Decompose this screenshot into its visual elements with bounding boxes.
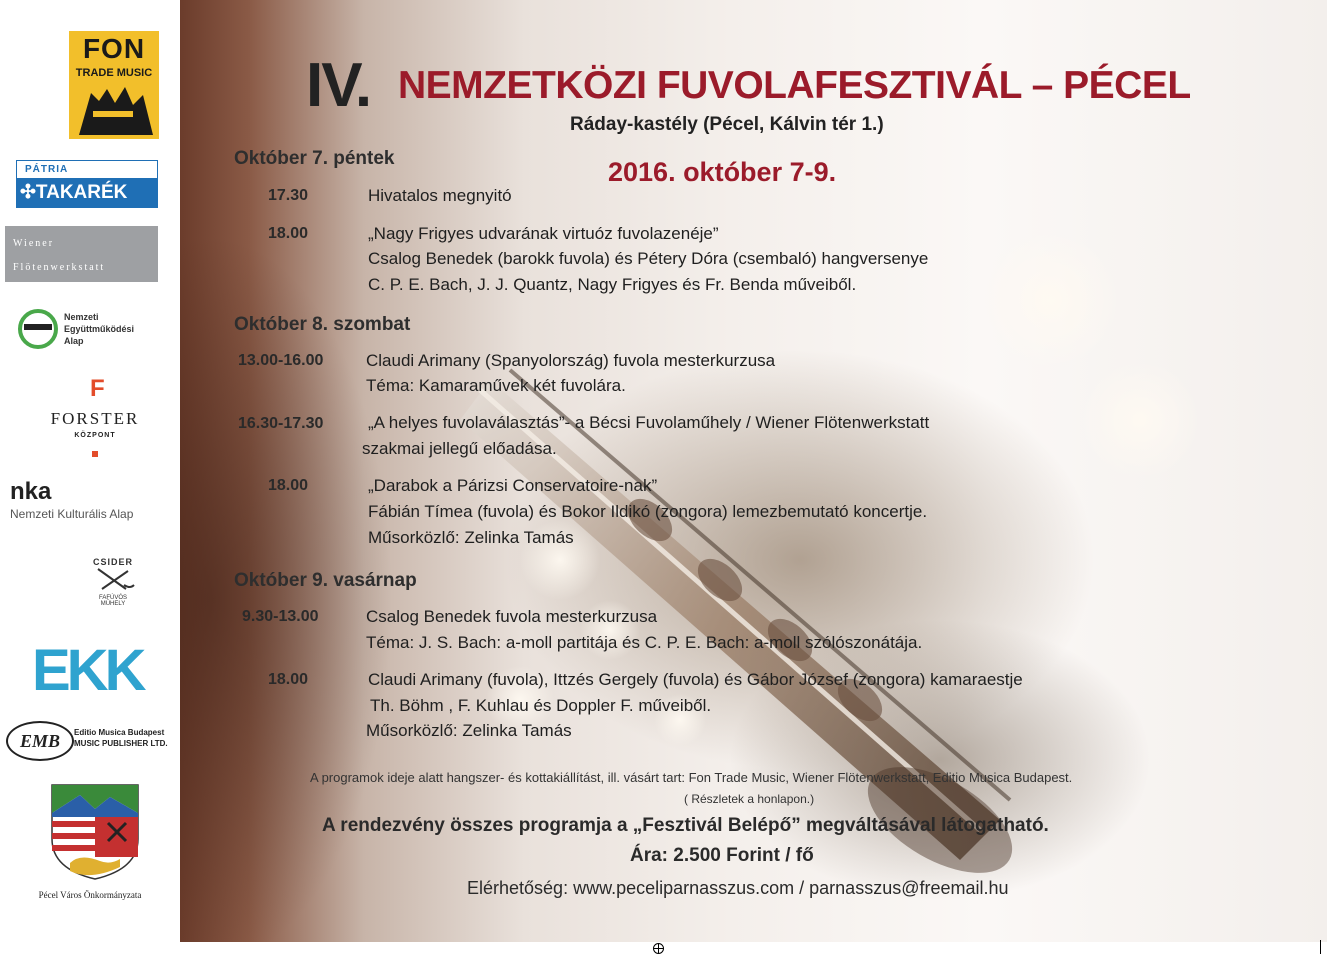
event-line: Hivatalos megnyitó — [368, 186, 512, 205]
admission-info: A rendezvény összes programja a „Fesztivál Belépő” megváltásával látogatható. — [322, 815, 1049, 836]
emb-logo — [6, 717, 178, 761]
event-line: „Darabok a Párizsi Conservatoire-nak” — [368, 476, 658, 495]
event-line: Claudi Arimany (Spanyolország) fuvola mesterkurzusa — [366, 351, 776, 370]
wiener-line1: Wiener — [13, 238, 55, 249]
festival-title: NEMZETKÖZI FUVOLAFESZTIVÁL – PÉCEL — [398, 64, 1191, 107]
nka-logo-mark: nka — [10, 478, 52, 505]
nka-logo — [8, 478, 168, 523]
exhibition-note: A programok ideje alatt hangszer- és kottakiállítást, ill. vásárt tart: Fon Trade Music, Wiener Flötenwerkstatt, Editio Musica Budapest. — [310, 770, 1073, 785]
event-time: 18.00 — [268, 477, 309, 494]
day-heading: Október 7. péntek — [234, 148, 395, 169]
pecel-crest-icon — [50, 783, 140, 881]
forster-kozpont-logo — [30, 375, 170, 460]
event-time: 16.30-17.30 — [238, 415, 324, 432]
venue: Ráday-kastély (Pécel, Kálvin tér 1.) — [570, 114, 884, 135]
wiener-flotenwerkstatt-logo — [5, 226, 158, 282]
event-line: Claudi Arimany (fuvola), Ittzés Gergely (fuvola) és Gábor József (zongora) kamaraestje — [368, 670, 1023, 689]
wiener-line2: Flötenwerkstatt — [13, 262, 106, 273]
event-line: Fábián Tímea (fuvola) és Bokor Ildikó (zongora) lemezbemutató koncertje. — [368, 502, 928, 521]
takarek-bottom-text: TAKARÉK — [35, 182, 128, 203]
event-time: 17.30 — [268, 187, 309, 204]
forster-letter: F — [90, 375, 105, 402]
csider-sub1: FAFÚVÓS — [98, 595, 127, 601]
patria-takarek-logo — [16, 160, 158, 208]
details-note: ( Részletek a honlapon.) — [684, 792, 815, 806]
day-heading: Október 8. szombat — [234, 314, 411, 335]
festival-dates: 2016. október 7-9. — [608, 157, 837, 187]
event-line: Téma: J. S. Bach: a-moll partitája és C. P. E. Bach: a-moll szólószonátája. — [366, 633, 923, 652]
csider-logo — [78, 557, 148, 613]
csider-sub2: MŰHELY — [100, 601, 126, 607]
emb-oval: EMB — [6, 721, 74, 761]
event-time: 9.30-13.00 — [242, 608, 319, 625]
emb-line2: MUSIC PUBLISHER LTD. — [74, 739, 168, 748]
saxophone-icon — [78, 567, 148, 591]
day-heading: Október 9. vasárnap — [234, 570, 417, 591]
event-line: „A helyes fuvolaválasztás”- a Bécsi Fuvolaműhely / Wiener Flötenwerkstatt — [368, 413, 930, 432]
forster-sub: KÖZPONT — [74, 432, 116, 439]
takarek-top-text: PÁTRIA — [16, 160, 158, 178]
ekk-logo: EKK — [32, 638, 143, 703]
edition-numeral: IV. — [306, 51, 371, 120]
emb-line1: Editio Musica Budapest — [74, 728, 165, 737]
fon-logo-text: FON — [82, 33, 146, 64]
event-line: Téma: Kamaraművek két fuvolára. — [366, 376, 626, 395]
nea-logo — [18, 307, 158, 353]
crop-mark — [1320, 940, 1321, 954]
nka-name: Nemzeti Kulturális Alap — [10, 507, 134, 521]
pecel-label: Pécel Város Önkormányzata — [38, 890, 142, 900]
event-time: 18.00 — [268, 671, 309, 688]
forster-name: FORSTER — [50, 409, 140, 428]
ticket-price: Ára: 2.500 Forint / fő — [630, 845, 814, 866]
contact-info: Elérhetőség: www.peceliparnasszus.com / parnasszus@freemail.hu — [467, 878, 1009, 898]
nea-text — [64, 311, 134, 347]
event-line: Műsorközlő: Zelinka Tamás — [366, 721, 572, 740]
event-line: Csalog Benedek (barokk fuvola) és Pétery Dóra (csembaló) hangversenye — [368, 249, 929, 268]
event-line: Th. Böhm , F. Kuhlau és Doppler F. műveiből. — [370, 696, 712, 715]
nea-line2: Együttműködési — [64, 324, 135, 334]
instruments-icon — [69, 31, 159, 139]
event-line: Műsorközlő: Zelinka Tamás — [368, 528, 574, 547]
event-line: szakmai jellegű előadása. — [362, 439, 557, 458]
event-line: Csalog Benedek fuvola mesterkurzusa — [366, 607, 658, 626]
festival-poster — [180, 0, 1327, 942]
csider-name: CSIDER — [92, 557, 133, 567]
sponsor-sidebar — [0, 0, 180, 954]
fon-logo-subtext: TRADE MUSIC — [75, 67, 153, 79]
event-time: 13.00-16.00 — [238, 352, 324, 369]
event-line: „Nagy Frigyes udvarának virtuóz fuvolazenéje” — [368, 224, 719, 243]
fon-trade-music-logo — [69, 31, 159, 139]
nea-line1: Nemzeti — [64, 312, 99, 322]
event-time: 18.00 — [268, 225, 309, 242]
event-line: C. P. E. Bach, J. J. Quantz, Nagy Frigyes és Fr. Benda műveiből. — [368, 275, 857, 294]
takarek-bottom: ✣TAKARÉK — [16, 178, 158, 208]
registration-mark-icon — [653, 943, 664, 954]
nea-line3: Alap — [64, 336, 84, 346]
